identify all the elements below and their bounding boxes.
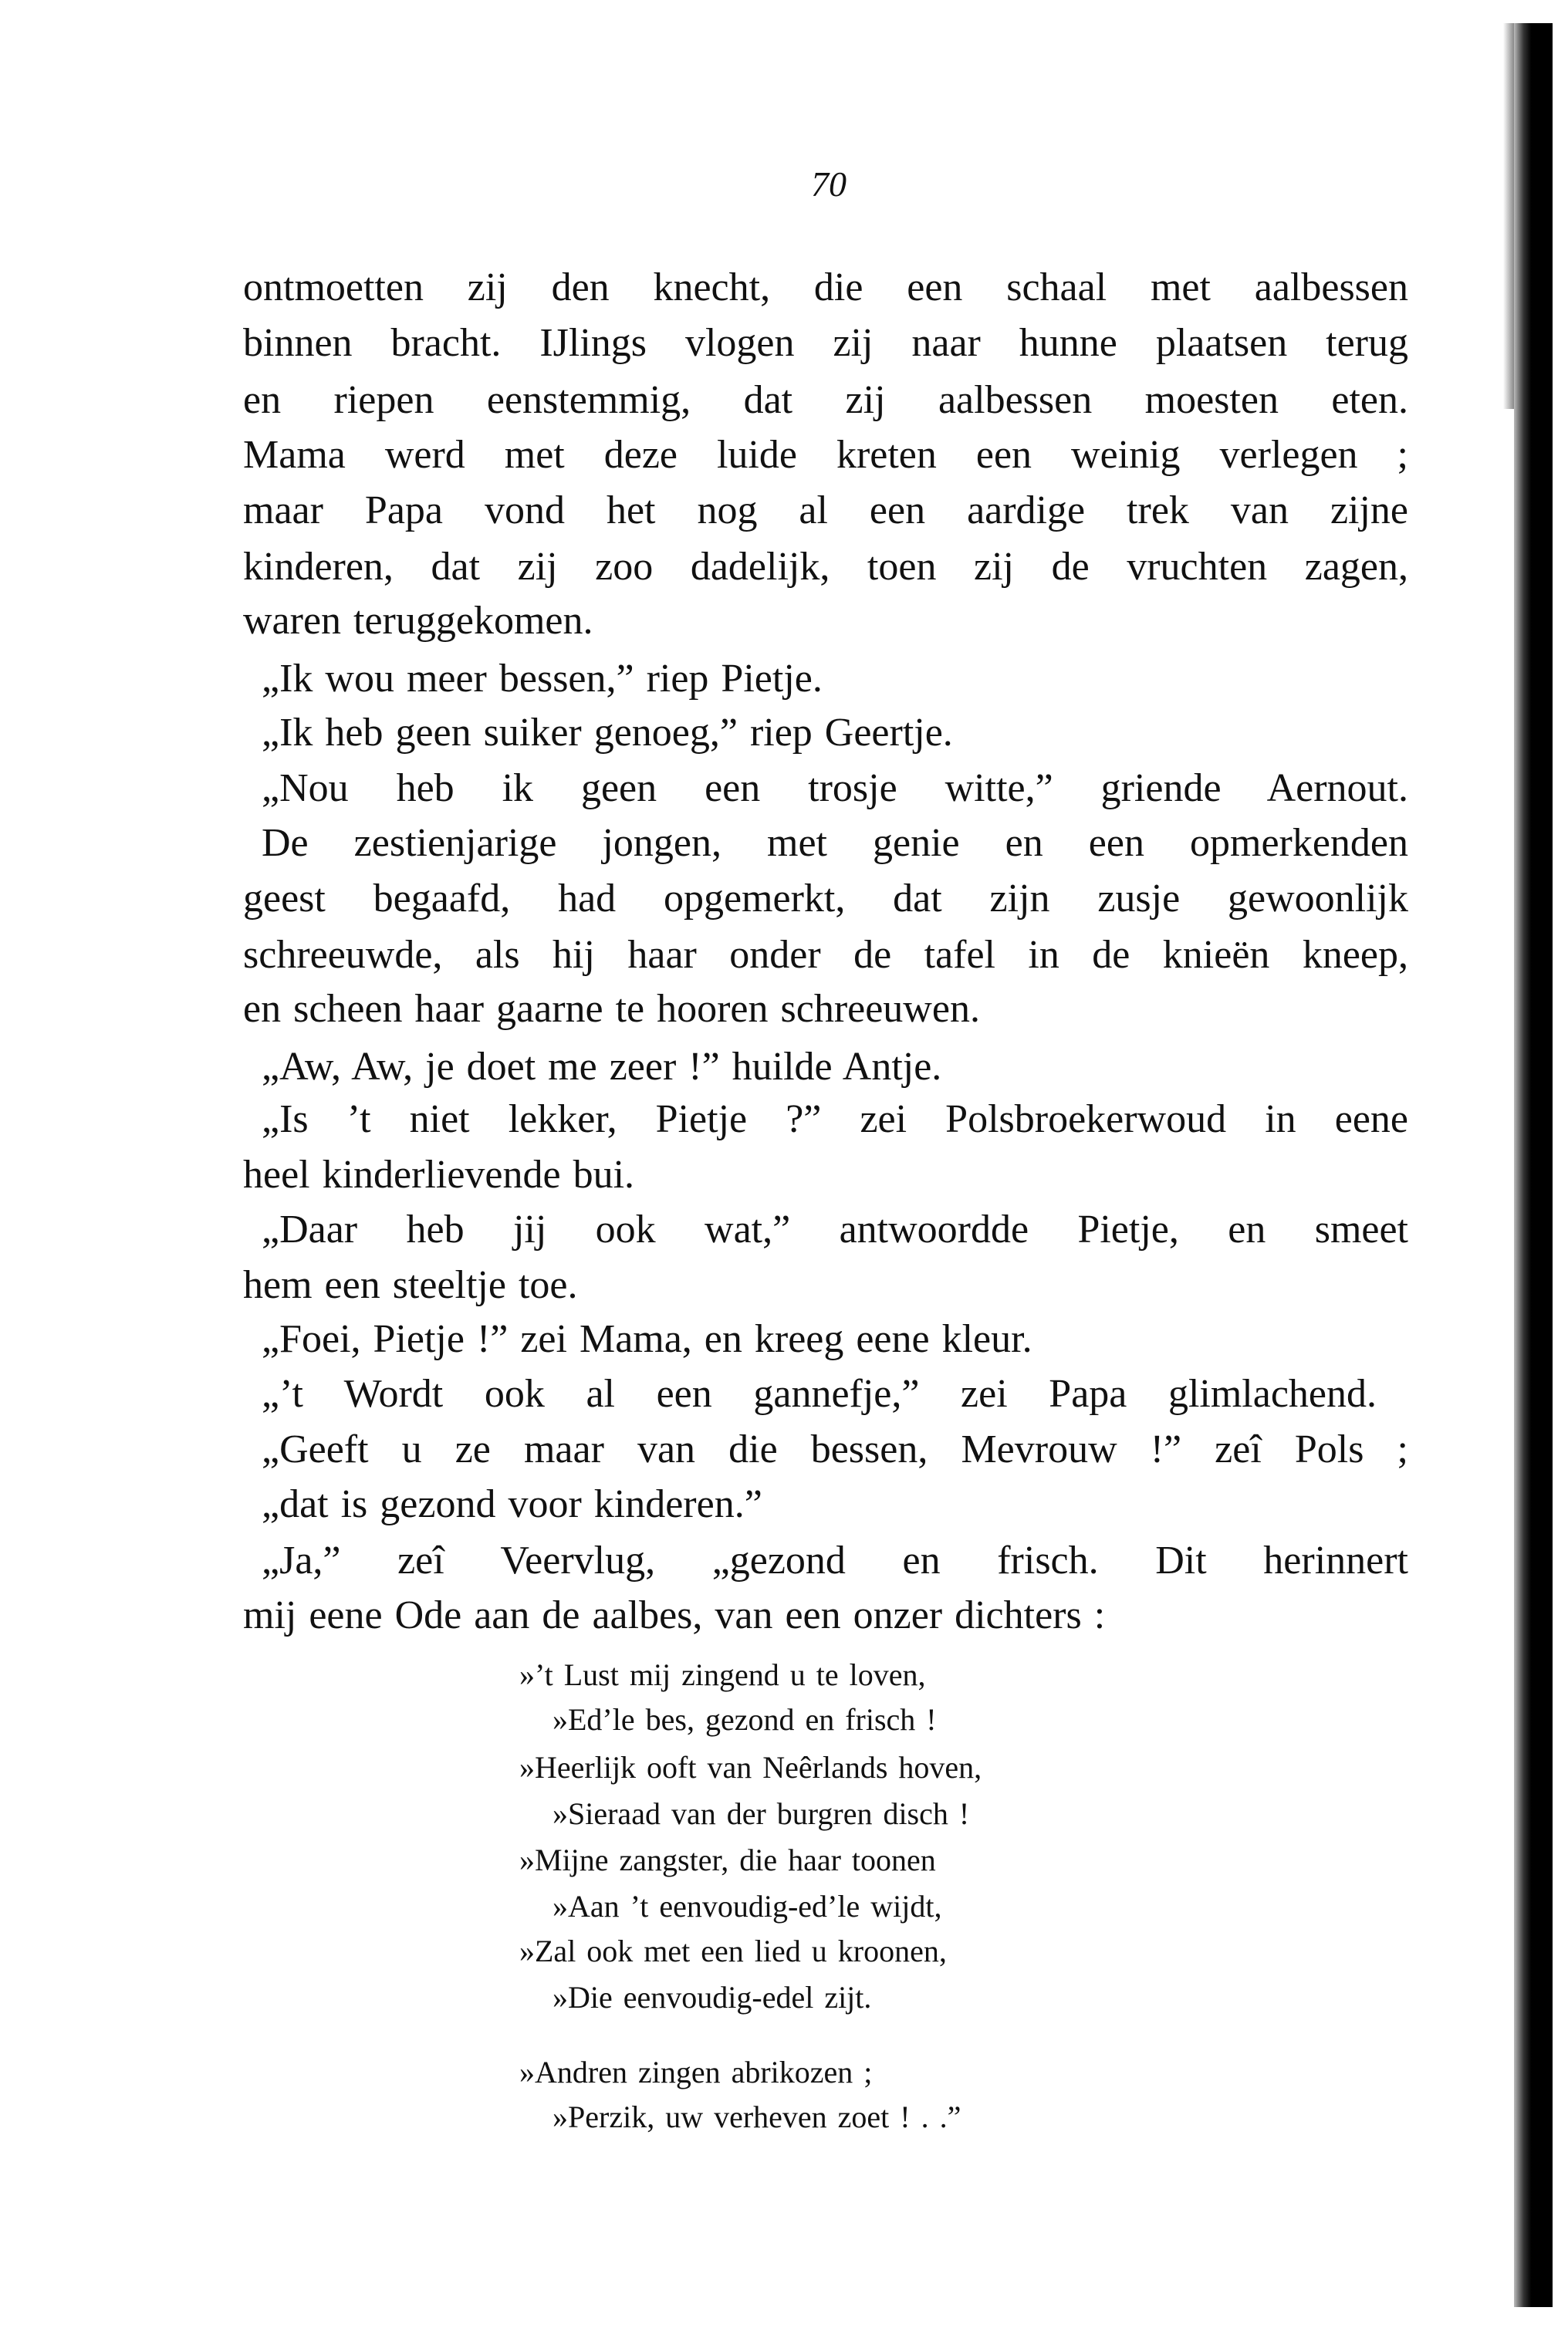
text-line: „Foei, Pietje !” zei Mama, en kreeg eene kleur.: [262, 1317, 1032, 1361]
text-line: binnen bracht. IJlings vlogen zij naar hunne plaatsen terug: [243, 321, 1408, 365]
page-number: 70: [811, 164, 847, 204]
text-line: „dat is gezond voor kinderen.”: [262, 1482, 762, 1526]
text-line: Mama werd met deze luide kreten een weinig verlegen ;: [243, 433, 1408, 477]
text-line: en scheen haar gaarne te hooren schreeuwen.: [243, 987, 980, 1031]
text-line: „Daar heb jij ook wat,” antwoordde Pietje, en smeet: [262, 1208, 1408, 1252]
text-line: geest begaafd, had opgemerkt, dat zijn zusje gewoonlijk: [243, 877, 1408, 921]
poem-line: »Perzik, uw verheven zoet ! . .”: [553, 2100, 961, 2134]
text-line: „Ik wou meer bessen,” riep Pietje.: [262, 657, 823, 701]
text-line: waren teruggekomen.: [243, 599, 593, 643]
poem-line: »Mijne zangster, die haar toonen: [519, 1843, 936, 1877]
text-line: „’t Wordt ook al een gannefje,” zei Papa glimlachend.: [262, 1372, 1377, 1416]
poem-line: »’t Lust mij zingend u te loven,: [519, 1657, 926, 1692]
poem-line: »Die eenvoudig-edel zijt.: [553, 1980, 872, 2015]
text-line: „Geeft u ze maar van die bessen, Mevrouw !” zeî Pols ;: [262, 1427, 1408, 1471]
text-line: „Nou heb ik geen een trosje witte,” griende Aernout.: [262, 766, 1408, 810]
binding-edge: [1514, 23, 1553, 2307]
text-line: „Ja,” zeî Veervlug, „gezond en frisch. Dit herinnert: [262, 1539, 1408, 1583]
poem-line: »Zal ook met een lied u kroonen,: [519, 1934, 947, 1968]
text-line: „Ik heb geen suiker genoeg,” riep Geertje.: [262, 711, 953, 755]
poem-line: »Aan ’t eenvoudig-ed’le wijdt,: [553, 1889, 942, 1924]
poem-line: »Sieraad van der burgren disch !: [553, 1796, 970, 1831]
poem-line: »Andren zingen abrikozen ;: [519, 2055, 873, 2089]
text-line: schreeuwde, als hij haar onder de tafel in de knieën kneep,: [243, 933, 1408, 977]
text-line: heel kinderlievende bui.: [243, 1153, 635, 1197]
text-line: maar Papa vond het nog al een aardige trek van zijne: [243, 488, 1408, 532]
poem-line: »Ed’le bes, gezond en frisch !: [553, 1702, 937, 1737]
text-line: De zestienjarige jongen, met genie en een opmerkenden: [262, 821, 1408, 865]
text-line: mij eene Ode aan de aalbes, van een onzer dichters :: [243, 1593, 1106, 1637]
text-line: „Aw, Aw, je doet me zeer !” huilde Antje.: [262, 1045, 942, 1089]
text-line: ontmoetten zij den knecht, die een schaal met aalbessen: [243, 265, 1408, 309]
text-line: hem een steeltje toe.: [243, 1263, 578, 1307]
text-line: kinderen, dat zij zoo dadelijk, toen zij de vruchten zagen,: [243, 545, 1408, 589]
poem-line: »Heerlijk ooft van Neêrlands hoven,: [519, 1750, 982, 1785]
text-line: „Is ’t niet lekker, Pietje ?” zei Polsbroekerwoud in eene: [262, 1097, 1408, 1141]
page-edge-shadow: [1503, 23, 1514, 409]
text-line: en riepen eenstemmig, dat zij aalbessen moesten eten.: [243, 378, 1408, 422]
